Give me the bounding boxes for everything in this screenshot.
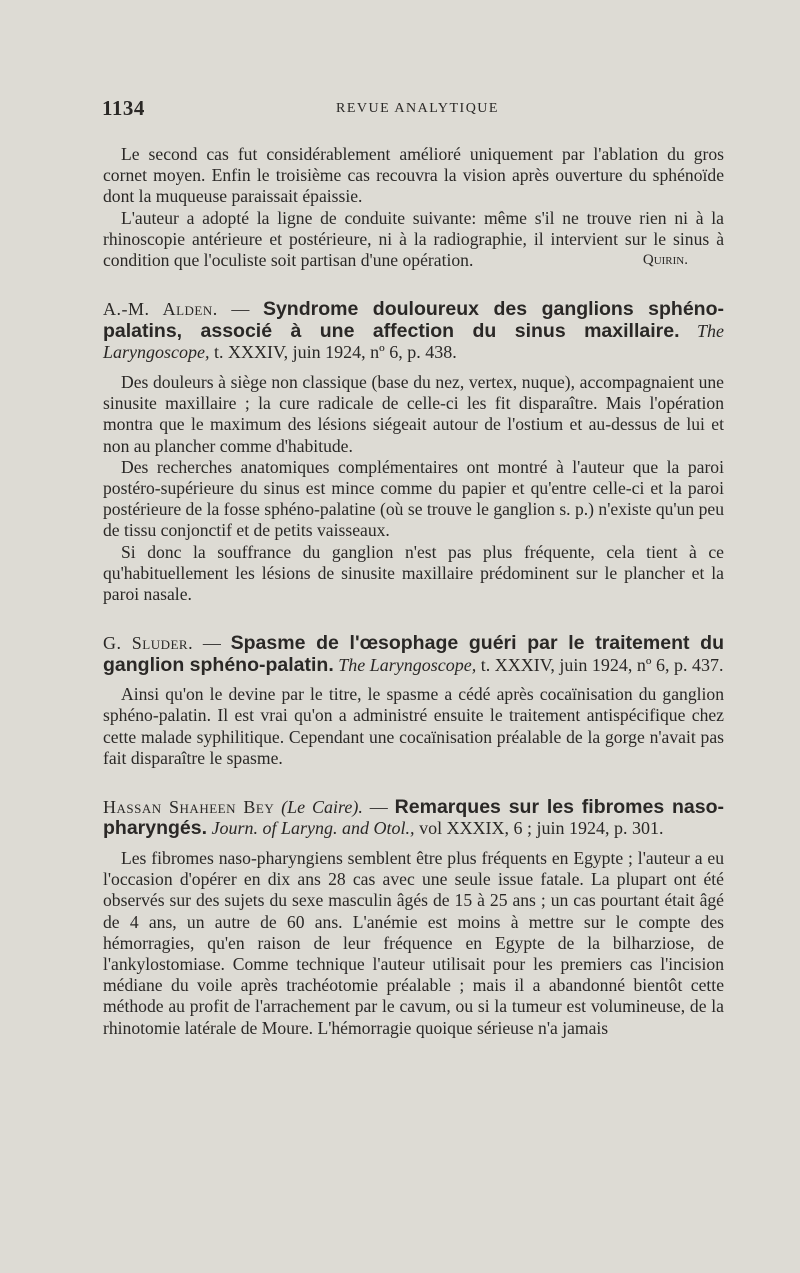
review-entry-alden xyxy=(103,299,724,605)
paragraph: Des recherches anatomiques complémentaires ont montré à l'auteur que la paroi postéro-supérieure du sinus est mince comme du papier et qu'entre celle-ci et la paroi postérieure de la fosse sphéno-palatine (où se trouve le ganglion s. p.) n'existe qu'un peu de tissu conjonctif et de petits vaisseaux. xyxy=(103,456,724,541)
entry-title: Syndrome douloureux des ganglions sphéno-palatins, associé à une affection du sinus maxillaire. xyxy=(103,298,724,342)
entry-title: Spasme de l'œsophage guéri par le traitement du ganglion sphéno-palatin. xyxy=(103,632,724,676)
page-header xyxy=(102,96,722,126)
entry-dash: — xyxy=(193,633,231,654)
entry-heading xyxy=(103,633,724,676)
page-number: 1134 xyxy=(102,96,145,120)
review-entry-shaheen xyxy=(103,797,724,1039)
entry-dash: — xyxy=(217,299,263,320)
entry-author: Hassan Shaheen Bey xyxy=(103,796,275,817)
entry-dash: — xyxy=(362,796,395,817)
entry-place: (Le Caire). xyxy=(274,796,363,817)
paragraph: L'auteur a adopté la ligne de conduite suivante: même s'il ne trouve rien ni à la rhinoscopie antérieure et postérieure, ni à la radiographie, il intervient sur le sinus à condition que l'oculiste soit partisan d'une opération. xyxy=(103,207,724,271)
entry-title: Remarques sur les fibromes naso-pharyngés. xyxy=(103,795,724,840)
entry-author: A.-M. Alden. xyxy=(103,299,218,320)
paragraph: Ainsi qu'on le devine par le titre, le spasme a cédé après cocaïnisation du ganglion sphéno-palatin. Il est vrai qu'on a administré ensuite le traitement antispécifique chez cette malade syphilitique. Cependant une cocaïnisation préalable de la gorge n'avait pas fait disparaître le spasme. xyxy=(103,684,724,768)
entry-journal: The Laryngoscope, xyxy=(103,320,724,363)
paragraph: Les fibromes naso-pharyngiens semblent être plus fréquents en Egypte ; l'auteur a eu l'occasion d'opérer en dix ans 28 cas avec une seule issue fatale. La plupart ont été observés sur des sujets du sexe masculin âgés de 15 à 25 ans ; un cas pourtant était âgé de 4 ans, un autre de 60 ans. L'anémie est moins à mettre sur le compte des hémorragies, qu'en raison de leur fréquence en Egypte de la bilharziose, de l'ankylostomiase. Comme technique l'auteur utilisait pour les premiers cas l'incision médiane du voile après trachéotomie préalable ; mais il a abandonné bientôt cette méthode au profit de l'arrachement par le cavum, ou si la tumeur est volumineuse, de la rhinotomie latérale de Moure. L'hémorragie quoique sérieuse n'a jamais xyxy=(103,847,724,1038)
paragraph: Si donc la souffrance du ganglion n'est pas plus fréquente, cela tient à ce qu'habituellement les lésions de sinusite maxillaire prédominent sur le plancher et la paroi nasale. xyxy=(103,541,724,604)
entry-journal: The Laryngoscope, xyxy=(338,654,477,675)
review-entry-sluder xyxy=(103,633,724,769)
entry-author: G. Sluder. xyxy=(103,633,194,654)
intro-section xyxy=(103,144,724,271)
entry-citation: vol XXXIX, 6 ; juin 1924, p. 301. xyxy=(414,818,664,839)
entry-citation: t. XXXIV, juin 1924, nº 6, p. 437. xyxy=(476,654,724,675)
entry-heading xyxy=(103,299,724,364)
reviewer-signature: Quirin. xyxy=(642,252,688,269)
entry-citation: t. XXXIV, juin 1924, nº 6, p. 438. xyxy=(209,342,457,363)
paragraph: Des douleurs à siège non classique (base du nez, vertex, nuque), accompagnaient une sinusite maxillaire ; la cure radicale de celle-ci les fit disparaître. Mais l'opération montra que le maximum des lésions siégeait autour de l'ostium et au-dessus de lui et non au plancher comme d'habitude. xyxy=(103,371,724,456)
running-title: REVUE ANALYTIQUE xyxy=(336,101,499,116)
entry-journal: Journ. of Laryng. and Otol., xyxy=(211,818,415,839)
entry-heading xyxy=(103,797,724,840)
page-body xyxy=(103,144,724,1039)
paragraph: Le second cas fut considérablement amélioré uniquement par l'ablation du gros cornet moyen. Enfin le troisième cas recouvra la vision après ouverture du sphénoïde dont la muqueuse paraissait épaissie. xyxy=(103,144,724,207)
